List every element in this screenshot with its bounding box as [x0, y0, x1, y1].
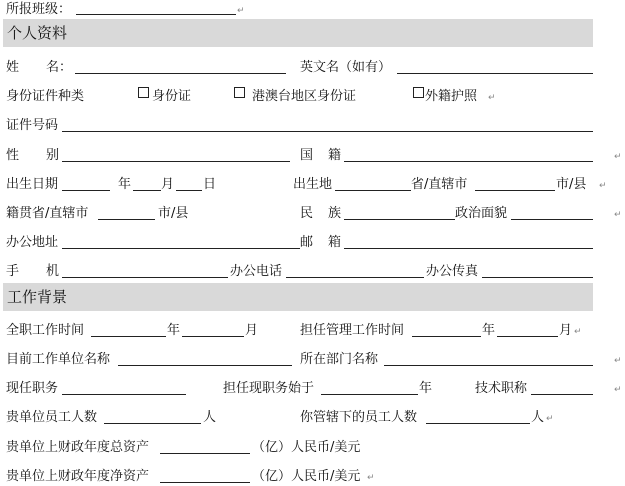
- net-assets-label: 贵单位上财政年度净资产: [6, 469, 150, 484]
- department-field[interactable]: [384, 365, 593, 366]
- gender-label-1: 性: [6, 148, 20, 163]
- english-name-field[interactable]: [397, 73, 593, 74]
- mobile-label-2: 机: [46, 264, 60, 279]
- office-address-field[interactable]: [62, 248, 300, 249]
- fulltime-month-field[interactable]: [182, 336, 244, 337]
- subordinates-unit: 人: [531, 410, 545, 425]
- current-employer-field[interactable]: [118, 365, 292, 366]
- office-phone-label: 办公电话: [230, 264, 283, 279]
- nationality-label-1: 国: [300, 148, 314, 163]
- fulltime-month-unit: 月: [245, 323, 259, 338]
- name-label-1: 姓: [6, 60, 20, 75]
- id-option-label: 身份证: [152, 89, 192, 104]
- birthplace-label: 出生地: [293, 177, 333, 192]
- paragraph-mark: ↵: [574, 327, 582, 337]
- hk-macau-taiwan-id-checkbox[interactable]: [234, 87, 245, 98]
- id-option-label: 港澳台地区身份证: [252, 89, 357, 104]
- birth-province-field[interactable]: [335, 190, 411, 191]
- mgmt-time-label: 担任管理工作时间: [300, 323, 405, 338]
- department-label: 所在部门名称: [300, 352, 379, 367]
- mobile-field[interactable]: [62, 277, 228, 278]
- section-title-personal: 个人资料: [7, 24, 68, 42]
- political-field[interactable]: [511, 219, 593, 220]
- tech-title-field[interactable]: [531, 394, 593, 395]
- birth-year-field[interactable]: [62, 190, 110, 191]
- current-position-label: 现任职务: [6, 381, 59, 396]
- position-since-year-field[interactable]: [321, 394, 418, 395]
- birth-city-field[interactable]: [475, 190, 555, 191]
- gender-field[interactable]: [62, 161, 290, 162]
- birth-day-field[interactable]: [176, 190, 202, 191]
- fulltime-label: 全职工作时间: [6, 323, 85, 338]
- employees-label: 贵单位员工人数: [6, 410, 98, 425]
- ethnicity-field[interactable]: [344, 219, 455, 220]
- net-assets-unit: （亿）人民币/美元: [252, 469, 361, 484]
- name-label-2: 名：: [46, 60, 73, 75]
- birth-province-unit: 省/直辖市: [411, 177, 468, 192]
- tech-title-label: 技术职称: [475, 381, 528, 396]
- postcode-label-1: 邮: [300, 235, 314, 250]
- id-option-label: 外籍护照: [425, 89, 478, 104]
- birth-month-unit: 月: [161, 177, 175, 192]
- paragraph-mark: ↵: [614, 356, 622, 366]
- subordinates-field[interactable]: [426, 423, 530, 424]
- net-assets-field[interactable]: [160, 482, 250, 483]
- gender-label-2: 别: [46, 148, 60, 163]
- paragraph-mark: ↵: [614, 210, 622, 220]
- mgmt-year-unit: 年: [482, 323, 496, 338]
- employees-field[interactable]: [104, 423, 201, 424]
- native-place-label: 籍贯省/直辖市: [6, 206, 89, 221]
- paragraph-mark: ↵: [488, 93, 496, 103]
- birth-year-unit: 年: [118, 177, 132, 192]
- position-since-year-unit: 年: [419, 381, 433, 396]
- political-label: 政治面貌: [455, 206, 508, 221]
- english-name-label: 英文名（如有）: [300, 60, 392, 75]
- name-field[interactable]: [75, 73, 286, 74]
- current-employer-label: 目前工作单位名称: [6, 352, 111, 367]
- office-fax-field[interactable]: [482, 277, 593, 278]
- office-fax-label: 办公传真: [426, 264, 479, 279]
- position-since-label: 担任现职务始于: [223, 381, 315, 396]
- nationality-field[interactable]: [344, 161, 593, 162]
- native-city-unit: 市/县: [158, 206, 189, 221]
- ethnicity-label-2: 族: [328, 206, 342, 221]
- mgmt-month-unit: 月: [559, 323, 573, 338]
- birth-day-unit: 日: [203, 177, 217, 192]
- section-header-personal: [3, 19, 593, 47]
- paragraph-mark: ↵: [237, 6, 245, 16]
- foreign-passport-checkbox[interactable]: [413, 87, 424, 98]
- id-card-checkbox[interactable]: [138, 87, 149, 98]
- paragraph-mark: ↵: [614, 385, 622, 395]
- birth-date-label: 出生日期: [6, 177, 59, 192]
- birth-city-unit: 市/县: [556, 177, 587, 192]
- section-title-work: 工作背景: [7, 288, 68, 306]
- fulltime-year-field[interactable]: [91, 336, 166, 337]
- class-label: 所报班级：: [6, 2, 72, 17]
- mobile-label-1: 手: [6, 264, 20, 279]
- postcode-field[interactable]: [344, 248, 593, 249]
- office-address-label: 办公地址: [6, 235, 59, 250]
- nationality-label-2: 籍: [328, 148, 342, 163]
- paragraph-mark: ↵: [599, 181, 607, 191]
- subordinates-label: 你管辖下的员工人数: [300, 410, 418, 425]
- class-field[interactable]: [76, 14, 236, 15]
- total-assets-unit: （亿）人民币/美元: [252, 440, 361, 455]
- employees-unit: 人: [203, 410, 217, 425]
- paragraph-mark: ↵: [367, 473, 375, 483]
- id-number-field[interactable]: [62, 131, 593, 132]
- fulltime-year-unit: 年: [167, 323, 181, 338]
- section-header-work: [3, 283, 593, 311]
- ethnicity-label-1: 民: [300, 206, 314, 221]
- total-assets-label: 贵单位上财政年度总资产: [6, 440, 150, 455]
- mgmt-month-field[interactable]: [497, 336, 558, 337]
- id-number-label: 证件号码: [6, 118, 59, 133]
- paragraph-mark: ↵: [546, 414, 554, 424]
- total-assets-field[interactable]: [160, 453, 250, 454]
- id-type-label: 身份证件种类: [6, 89, 85, 104]
- postcode-label-2: 箱: [328, 235, 342, 250]
- current-position-field[interactable]: [62, 394, 186, 395]
- birth-month-field[interactable]: [133, 190, 161, 191]
- mgmt-year-field[interactable]: [412, 336, 481, 337]
- office-phone-field[interactable]: [286, 277, 424, 278]
- paragraph-mark: ↵: [614, 152, 622, 162]
- native-province-field[interactable]: [98, 219, 155, 220]
